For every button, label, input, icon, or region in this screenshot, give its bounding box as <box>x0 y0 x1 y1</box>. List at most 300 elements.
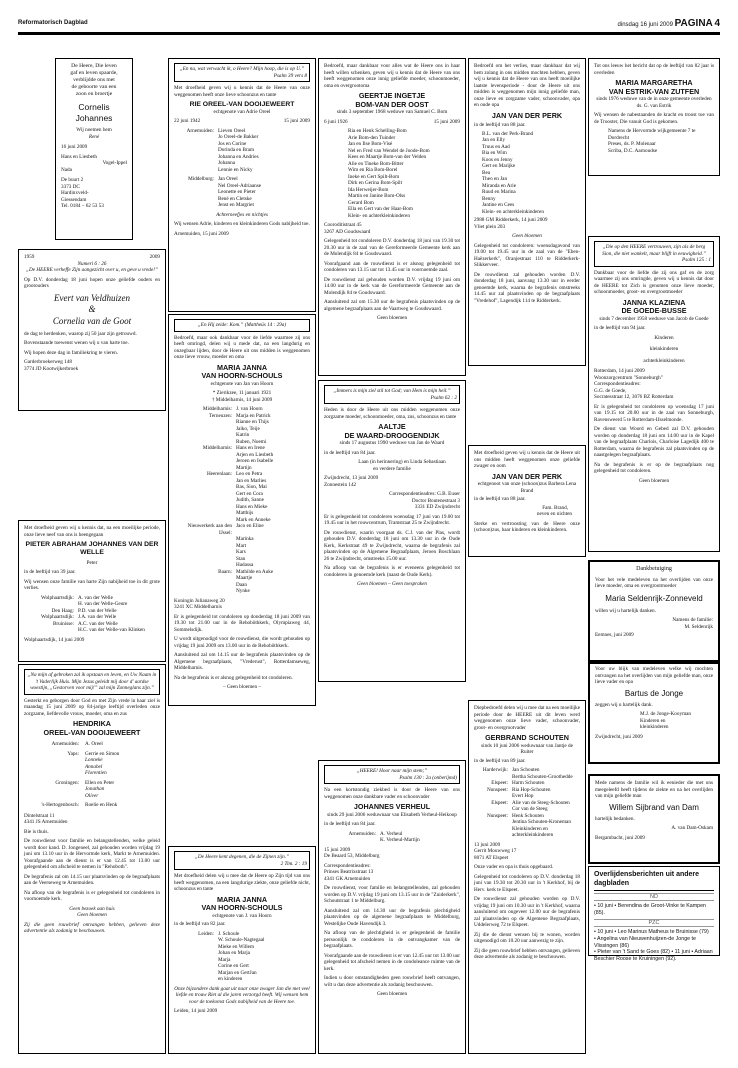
birth-date: 16 juni 2009 <box>61 144 88 151</box>
intro: Tot ons leeuw het bericht dat op de leeftijd van 82 jaar is overleden <box>594 63 714 76</box>
family-place: Baarn: <box>218 568 232 575</box>
death-notice-van-der-perk <box>468 58 586 366</box>
family: Arnemuiden: A. Verheul K. Verheul-Martijn <box>348 830 420 844</box>
subtitle: sinds 1976 weduwe van de in onze gemeente overleden ds. G. van Estrik <box>596 96 712 109</box>
address: Dintelstraat 11 4341 JS Arnemuiden <box>24 812 68 826</box>
family-member: Rianne en Thijs <box>236 419 269 426</box>
condolence-info: Gelegenheid tot condoleren: woensdagavond van 19.00 tot 19.45 uur in de zaal van de "Eben-Haëzerkerk", Oranjestraat 110 te Ridderkerk-Slikkerveer. <box>474 242 580 269</box>
address: Koningin Julianaweg 20 3241 XC Middelharnis <box>174 597 225 611</box>
family-member: Bertha Schouten-Groothedde <box>512 773 573 780</box>
family-list <box>174 406 310 595</box>
page-label: PAGINA <box>674 18 713 29</box>
family-member: Klein- en achterkleinkinderen <box>482 208 544 215</box>
body: Wij wensen Adrie, kinderen en kleinkinderen Gods nabijheid toe. <box>174 221 310 228</box>
family-member: Marjan en GertJan <box>218 969 257 976</box>
name-wife: Cornelia van de Goot <box>52 315 132 326</box>
family-member: Maartje <box>236 575 253 582</box>
text-1: de dag te herdenken, waarop zij 50 jaar zijn getrouwd. <box>24 330 137 337</box>
intro: Dankbaar voor de liefde die zij ons gaf en de zorg waarmee zij ons omringde, geven wij u kennis dat door de HEERE tot Zich is genomen onze lieve moeder, schoonmoeder, groot- en overgrootmoeder <box>594 269 714 295</box>
deceased-name-1: MARIA JANNA <box>216 362 268 372</box>
text-2: Bovenstaande toewenst wenen wij u van harte toe. <box>24 340 129 347</box>
age: in de leeftijd van 89 jaar. <box>474 757 526 764</box>
address: Gerrit Mouwweg 17 8071 AT Elspeet <box>474 848 517 861</box>
family-member: Ruben, Noemi <box>236 438 267 445</box>
condolence-info: Er is gelegenheid tot condoleren woensdag 17 juni van 19.00 tot 19.45 uur in het rouwcentrum, Tramstraat 25 te Zwijndrecht. <box>324 513 460 527</box>
home-note: Bie is thuis. <box>24 828 49 835</box>
service-info: De rouwdienst voor familie en belangstellenden, welke geleid wordt door kand. D. Jongeneel, zal gehouden worden vrijdag 19 juni om 13.10 uur in de Hervormde kerk, Markt te Arnemuiden. Voorafgaande aan de dienst is er van 12.45 tot 13.00 uur gelegenheid om afscheid te nemen in "Rehoboth". <box>24 838 160 871</box>
family-member: H. van der Welle-Geure <box>78 601 128 608</box>
family-row <box>474 832 580 839</box>
burial-info: Aansluitend zal om 14.15 uur de begrafenis plaatsvinden op de Algemene begraafplaats, "Vrederust", Rotterdamseweg, Middelharnis. <box>174 652 310 672</box>
subtitle: echtgenote van Jan van Hoorn <box>210 380 274 387</box>
family: Kinderen kleinkinderen achterkleinkinderen <box>643 334 685 364</box>
family-member: Dirk en Gerina Bom-Spilt <box>348 180 403 187</box>
intro: Met droefheid geven wij u kennis dat de Heere van onze weggenomen heeft onze lieve schoonzus en tante <box>174 85 310 98</box>
burial-info: Aansluitend zal om 14.30 uur de begrafenis plechtigheid plaatsvinden op de algemene begraafplaats te Middelburg, Westelijke Oude Havendijk 3. <box>324 907 460 927</box>
attendance-info: Zij die de dienst wensen bij te wonen, worden uitgenodigd om 10.20 uur aanwezig te zijn. <box>474 931 580 945</box>
no-flowers: – Geen bloemen – <box>223 684 261 691</box>
family-member: H.C. van der Welle-van Klinken <box>78 627 145 634</box>
family-place: Nunspeet: <box>486 812 508 819</box>
signature: M.J. de Jonge-Kooyman Kinderen en kleinkinderen <box>640 711 692 730</box>
section-nd: ND <box>594 893 714 902</box>
family-member: Marinka <box>236 536 254 543</box>
family-place: Elspeet: <box>491 780 508 787</box>
intro: Bedroefd, maar dankbaar voor alles wat de Heere ons in haar heeft willen schenken, geven wij u kennis dat de Heere van ons heeft weggenomen onze innig geliefde moeder, schoonmoeder, oma en overgrootoma <box>324 63 460 89</box>
intro: Met droefheid geven wij u kennis dat de Heere uit ons midden heeft weggenomen onze geliefde zwager en oom <box>474 450 580 469</box>
intro: Heden is door de Heere uit ons midden weggenomen onze zorgzame moeder, schoonmoeder, oma, zus, schoonzus en tante <box>324 407 460 420</box>
place-date: Eemnes, juni 2009 <box>595 632 634 638</box>
thanks: willen wij u hartelijk danken. <box>595 607 656 614</box>
family-member: J.A. van der Welle <box>78 614 117 621</box>
place-date: Bergambacht, juni 2009 <box>595 834 645 841</box>
service-info: De rouwdienst, waarin voorgaat ds. C.J. van der Plas, wordt gehouden D.V. donderdag 18 juni om 13.30 uur in de Oude Kerk, Kerkstraat 49 te Zwijndrecht, waarna de begrafenis zal plaatsvinden op de Algemene Begraafplaats, Jeroen Boschlaan 26 te Zwijndrecht, omstreeks 15.00 uur. <box>324 529 460 562</box>
place-date: Zwijndrecht, 13 juni 2009 <box>324 475 379 482</box>
condolence-info: Na afloop van de plechtigheid is er gelegenheid de familie persoonlijk te condoleren in de ontvangkamer van de begraafplaats. <box>324 930 460 950</box>
deceased-name: JOHANNES VERHEUL <box>353 802 431 811</box>
family-member: Alie van de Steeg-Schouten <box>512 799 570 806</box>
closing: Zij die geen rouwbrief hebben ontvangen, gelieven deze advertentie als zodanig te beschouwen. <box>474 947 580 961</box>
correspondence: Correspondentieadres: Prinses Beatrixstraat 13 4341 GK Arnemuiden <box>324 862 374 882</box>
notice-van-estrik <box>588 58 720 176</box>
no-flowers: Geen bloemen <box>512 233 542 240</box>
family-list <box>24 595 160 634</box>
family-member: Arjen en Liesbeth <box>236 451 274 458</box>
family-member: Katrin <box>236 432 250 439</box>
family-place: Harderwijk: <box>482 767 508 774</box>
family-member: Johan en Marja <box>218 950 250 957</box>
birth-announcement <box>55 58 133 240</box>
family-place: Wolphaartsdijk: <box>40 594 74 601</box>
family-more: en verdere familie <box>373 465 411 472</box>
correspondence: Correspondentieadres: G.G. de Goede, Socratesstraat 12, 3076 BZ Rotterdam <box>594 381 674 401</box>
deceased-name-2: OREEL-VAN DOOIJEWEERT <box>43 727 141 737</box>
family-place: Nunspeet: <box>486 786 508 793</box>
signature-1: Namens de familie: <box>672 617 713 623</box>
deceased-name-2: VAN HOORN-SCHOULS <box>201 903 283 913</box>
age: in de leeftijd van 94 jaar. <box>594 325 646 332</box>
place-date: Rotterdam, 14 juni 2009 <box>594 368 645 375</box>
family-member: Ria Hop-Schouten <box>512 786 551 793</box>
signature-2: M. Seldenrijk <box>684 623 713 630</box>
extended-family: Achterneefjes en nichtjes <box>216 211 268 218</box>
family-member: Lieven Oreel <box>218 127 246 134</box>
family-more: neven en nichten <box>536 511 572 518</box>
death-notice-rie-oreel <box>168 58 316 312</box>
overview-item: • Angelina van Nieuwenhuijzen-de Jonge te Vlissingen (86) <box>594 936 696 949</box>
signature: A. van Dam-Oskam <box>671 825 713 831</box>
thanks: zeggen wij u hartelijk dank. <box>595 701 653 708</box>
deceased-name-2: BOM-VAN DER OOST <box>355 99 429 109</box>
family-place: Wolphaartsdijk: <box>40 614 74 621</box>
header-rule <box>18 32 720 35</box>
death-date: 15 juni 2009 <box>283 118 310 125</box>
family-list <box>474 131 580 216</box>
family-place: Den Haag: <box>51 607 74 614</box>
thanks: hartelijk bedanken. <box>595 815 635 822</box>
age: in de leeftijd van 84 jaar. <box>324 449 376 456</box>
family-member: Matthijs <box>236 510 254 517</box>
deceased-name-1: MARIA MARGARETHA <box>615 78 693 87</box>
closing: Zij die geen rouwbrief ontvangen hebben, gelieven deze advertentie als zodanig te beschouwen. <box>24 921 160 935</box>
family-member: Mark en Anneke <box>236 516 271 523</box>
family-member: W. Schoule-Nagtegaal <box>218 937 265 944</box>
family-member: Hans en Mieke <box>236 503 268 510</box>
family-member: Stan <box>236 555 246 562</box>
family-member: Martin en Janine Bom-Olss <box>348 193 406 200</box>
family-member: Bia en Wim <box>482 150 507 157</box>
issue-date: dinsdag 16 juni 2009 <box>617 22 673 28</box>
intro: Voor uw blijk van medeleven welke wij mochten ontvangen na het overlijden van mijn geliefde man, onze lieve vader en opa <box>595 666 713 685</box>
service-info: De rouwdienst zal gehouden worden D.V. donderdag 18 juni, aanvang 13.30 uur in eerder genoemde kerk, waarna de begrafenis omstreeks 14.45 uur zal plaatsvinden op de begraafplaats "Vredehof", Lagendijk 114 te Ridderkerk. <box>474 271 580 304</box>
family-member: Mieke en Willem <box>218 943 254 950</box>
intro: Mede namens de familie wil ik eenieder die met ons meegeleefd heeft tijdens de ziekte en na het overlijden van mijn geliefde man <box>595 780 713 799</box>
overview-title: Overlijdensberichten uit andere dagbladen <box>594 871 714 891</box>
family-place: Bruinisse: <box>52 620 74 627</box>
address: Cooroditistraat 45 3267 AD Goudswaard <box>324 222 371 235</box>
family-member: Mart <box>236 542 247 549</box>
family-row <box>174 523 310 536</box>
family: Leiden: J. Schoule W. Schoule-Nagtegaal Mieke en Willem Johan en Marja Marja Corine en Gert Marjan en GertJan en kinderen <box>198 930 265 983</box>
family-member: Truus en Aad <box>482 143 510 150</box>
family-member: J. van Hoorn <box>236 406 263 413</box>
family-member: A. van der Welle <box>78 594 113 601</box>
condolence-info: Er is gelegenheid tot condoleren op donderdag 18 juni 2009 van 19.30 tot 21.00 uur in de Rehobôthkerk, Olympiaweg 44, Sommelsdijk. <box>174 613 310 633</box>
deceased-name: PIETER ABRAHAM JOHANNES VAN DER WELLE <box>25 541 159 556</box>
family-row <box>174 588 310 595</box>
deceased-name-1: MARIA JANNA <box>216 894 268 904</box>
family-place: Terneuzen: <box>209 412 232 419</box>
thanks-de-jonge <box>588 660 720 764</box>
family-place: Elspeet: <box>491 799 508 806</box>
death-notice-van-der-perk-family <box>468 445 586 557</box>
after-info: Na de begrafenis is er op de begraafplaats nog gelegenheid tot condoleren. <box>594 461 714 475</box>
closing: Sterke en vertroosting van de Heere onze (schoon)zus, haar kinderen en kleinkinderen. <box>474 520 580 534</box>
deceased-name: JAN VAN DER PERK <box>491 110 563 120</box>
family-member: Henk Schouten <box>512 812 544 819</box>
condolence-info: Gelegenheid tot condoleren op D.V. donderdag 18 juni van 19.30 tot 20.30 uur in 't Kerkhof, bij de Herv. kerk te Elspeet. <box>474 873 580 893</box>
deceased-name-1: GEERTJE INGETJE <box>358 91 426 100</box>
age: in de leeftijd van 39 jaar. <box>24 569 76 576</box>
family-member: Benny <box>482 195 496 202</box>
ampersand: & <box>88 304 96 315</box>
deceased-name: Maria Seldenrijk-Zonneveld <box>605 593 703 603</box>
thanks-seldenrijk <box>588 560 720 664</box>
deceased-name: RIE OREEL-VAN DOOIJEWEERT <box>189 101 295 108</box>
family-member: Hans en Irene <box>236 445 265 452</box>
family-member: Nel en Fred van Wendel de Joode-Bom <box>348 147 430 154</box>
deceased-name-1: AALTJE <box>378 422 406 431</box>
date: 13 juni 2009 <box>474 841 501 848</box>
page-header <box>18 20 720 29</box>
deceased-name-2: VAN HOORN-SCHOULS <box>201 371 283 381</box>
deceased-name-2: DE WAARD-DROOGENDIJK <box>344 430 440 440</box>
anniversary-announcement <box>18 249 166 411</box>
family-member: Nel Oreel-Adriaanse <box>218 182 262 189</box>
no-flowers: Geen bloemen <box>638 477 670 484</box>
age: in de leeftijd van 88 jaar. <box>474 122 526 129</box>
subtitle: sinds 10 juni 2006 weduwnaar van Jantje de Ruiter <box>481 742 573 756</box>
family-place: Middelharnis: <box>202 406 232 413</box>
deceased-name: GERBRAND SCHOUTEN <box>485 733 569 742</box>
verse-box: „Die op den HEERE vertrouwen, zijn als de berg Sion, die niet wankelt, maar blijft in eeuwigheid.” Psalm 125 : 1 <box>594 241 714 267</box>
death-notice-de-waard <box>318 380 466 682</box>
place-date: Arnemuiden, 15 juni 2009 <box>174 230 229 237</box>
no-visits: Geen bezoek aan huis <box>69 905 115 912</box>
family-member: Jenst en Margriet <box>218 202 254 209</box>
condolence-info: Na afloop van de begrafenis is er gelegenheid tot condoleren in voornoemde kerk. <box>24 889 160 903</box>
family-member: Ineke en Gert Spilt-Bom <box>348 173 400 180</box>
place-date: Leiden, 14 juni 2009 <box>174 1008 218 1015</box>
family-member: Jan en Elly <box>482 137 506 144</box>
family-arnemuiden: Arnemuiden: Lieven Oreel Jo Oreel-de Bakker Jos en Corine Dorinda en Bram Johanna en Andries Johanna Lennie en Nicky <box>186 127 259 173</box>
subtitle: sinds 3 september 1968 weduwe van Samuel C. Bom <box>336 109 448 116</box>
name-husband: Evert van Veldhuizen <box>54 292 130 303</box>
intro: Bedroefd, maar ook dankbaar voor de liefde waarmee zij ons heeft omringd, delen wij u mede dat, na een langdurig en onzegbaar lijden, door de Heere uit ons midden is weggenomen onze lieve vrouw, moeder en oma <box>174 334 310 360</box>
family-member: en kinderen <box>218 976 243 983</box>
address: Garderbroekerweg 148 3774 JD Kootwijkerbroek <box>24 359 79 372</box>
verse-ref: Numeri 6 : 26 <box>77 260 107 267</box>
family-member: Miranda en Arie <box>482 182 516 189</box>
condolence-info: Gelegenheid tot condoleren D.V. donderdag 18 juni van 19.30 tot 20.30 uur in de zaal van de Gereformeerde Gemeente kerk aan de Molendijk 84 te Goudswaard. <box>324 238 460 258</box>
service-info: De rouwdienst, voor familie en belangstellenden, zal gehouden worden op D.V. vrijdag 19 juni om 13.15 uur in de "Zuiderkerk", Schoutstraat 1 te Middelburg. <box>324 885 460 905</box>
verse: „De HEERE verheffe Zijn aangezicht over u, en geve u vrede!” <box>26 267 158 273</box>
family-member: Jan en Marlies <box>236 477 267 484</box>
service-info: De rouwdienst zal gehouden worden op D.V. vrijdag 19 juni om 10.30 uur in 't Kerkhof, waarna aansluitend om ongeveer 12.00 uur de begrafenis zal plaatsvinden op de Algemene Begraafplaats, Uddelerweg 72 te Elspeet. <box>474 896 580 929</box>
family-member: Leo en Petra <box>236 471 263 478</box>
deceased-name-2: VAN ESTRIK-VAN ZUTFEN <box>608 86 700 96</box>
birth-date: 22 juni 1942 <box>174 118 201 125</box>
subtitle: echtgenote van Adrie Oreel <box>213 108 271 115</box>
overview-item: • 10 juni • Berendina de Groot-Vinke te Kampen (85). <box>594 903 706 916</box>
birth: * Zierikzee, 11 januari 1921 <box>212 390 272 397</box>
death-notice-oreel <box>18 664 166 1054</box>
family-member: A.C. van der Welle <box>78 620 118 627</box>
intro: Na een kortstondig ziekbed is door de Heere van ons weggenomen onze dankbare vader en schoonvader <box>324 787 460 800</box>
subtitle: sinds 17 augustus 1990 weduwe van Jan de Waard <box>339 440 445 447</box>
family-member: Cor van de Steeg <box>512 806 548 813</box>
family: Fam. Brand, <box>542 504 568 511</box>
section-pzc: PZC <box>594 919 714 928</box>
family-member: Kars <box>236 549 246 556</box>
family: Laan (in herinnering) en Linda Sebastiaan <box>358 459 446 466</box>
family-list <box>474 767 580 839</box>
correspondence: Correspondentieadres: G.B. Euser Doctor Boutenestraat 3 3331 ED Zwijndrecht <box>389 491 460 511</box>
family-member: Ria en Henk Schelling-Bom <box>348 128 407 135</box>
family-member: Lennie en Nicky <box>218 166 253 173</box>
age: in de leeftijd van 88 jaar. <box>474 496 526 503</box>
family-member: Theo en Jan <box>482 176 508 183</box>
family-member: Bené en Cletske <box>218 195 252 202</box>
family-member: Jos en Corine <box>218 140 247 147</box>
text-3: Wij hopen deze dag in familiekring te vieren. <box>24 349 118 356</box>
family-member: Gert en Cora <box>236 490 263 497</box>
family-member: J. Schoule <box>218 930 240 937</box>
family-member: Jeroen en Isabelle <box>236 458 274 465</box>
death-notice-van-hoorn-family <box>168 846 316 1054</box>
home-note: Onze vader en opa is thuis opgebaard. <box>474 864 554 871</box>
nickname-intro: Wij noemen hem <box>76 127 112 134</box>
family-member: Jan Schouten <box>512 767 540 774</box>
death-notice-de-goede <box>588 236 720 552</box>
deceased-name: Bartus de Jonge <box>624 688 684 698</box>
deceased-name: JAN VAN DER PERK <box>491 471 563 481</box>
service-info: U wordt uitgenodigd voor de rouwdienst, die wordt gehouden op vrijdag 19 juni 2009 om 13.00 uur in de Rehobôthkerk. <box>174 636 310 649</box>
deceased-name-2: DE GOEDE-BUSSE <box>621 306 687 316</box>
family-place <box>174 588 232 595</box>
burial-info: Aansluitend zal om 15.30 uur de begrafenis plaatsvinden op de algemene begraafplaats aan de Vaartweg te Goudswaard. <box>324 299 460 312</box>
after-info: Na afloop van de begrafenis is er eveneens gelegenheid tot condoleren in genoemde kerk (naast de Oude Kerk). <box>324 565 460 578</box>
family-place <box>24 627 74 634</box>
family: Arnemuiden: A. Oreel Yaps: Gerrie en Simon Lonneke Annabel Florentien Groningen: Ellen en Peter Jonathan Oliver 's-Hertogenbosch: Roelie en Henk <box>41 741 120 809</box>
family-member: P.D. van der Welle <box>78 607 117 614</box>
family-list <box>324 128 460 219</box>
service-info: De rouwdienst zal gehouden worden D.V. vrijdag 19 juni om 14.00 uur in de kerk van de Gereformeerde Gemeente aan de Molendijk 84 te Goudswaard. <box>324 276 460 296</box>
condolence-info: Er is gelegenheid tot condoleren op woensdag 17 juni van 19.15 tot 20.00 uur in de zaal van Sonneburgh, Ravensweerd 5 te Rotterdam-IJsselmonde. <box>594 403 714 423</box>
family-member: Alie en Tineke Bom-Bitter <box>348 160 404 167</box>
address: Zonnestein 142 <box>324 481 357 488</box>
family-member: Klein- en achterkleinkinderen <box>348 212 410 219</box>
closing: Indien u door omstandigheden geen rouwbrief heeft ontvangen, wilt u dan deze advertentie als zodanig beschouwen. <box>324 975 460 988</box>
family-member: Gert en Marijke <box>482 163 516 170</box>
family-member: Jaiko, Teije <box>236 425 260 432</box>
family-member: Dorinda en Bram <box>218 147 255 154</box>
birth-date: 6 juni 1926 <box>324 118 348 125</box>
subtitle: sinds 29 juni 2006 weduwnaar van Elisabeth Verheul-Heikoop <box>327 811 457 818</box>
burial-info: De begrafenis zal om 14.15 uur plaatsvinden op de begraafplaats aan de Veerseweg te Arnemuiden. <box>24 873 160 887</box>
place: De Beaard 53, Middelburg <box>324 853 380 860</box>
family-member: B.L. van der Perk-Brand <box>482 130 534 137</box>
age: in de leeftijd van 82 jaar. <box>174 921 226 928</box>
intro: Met droefheid geven wij u kennis dat, na een moeilijke periode, onze lieve neef van ons is heengegaan <box>24 525 160 538</box>
farewell-info: Voorafgaande aan de rouwdienst is er van 12.45 uur tot 13.00 uur gelegenheid tot afscheid nemen in de condoleance ruimte van de kerk. <box>324 952 460 972</box>
death-notice-verheul <box>318 760 466 1054</box>
family-member: Jaco en Eline <box>236 523 264 530</box>
newspaper-name: Reformatorisch Dagblad <box>18 20 88 26</box>
address: 2988 GM Ridderkerk, 14 juni 2009 Vliet plein 203 <box>474 217 548 230</box>
family-member: Johanna <box>218 160 235 167</box>
family-member: Leonette en Pieter <box>218 189 256 196</box>
after-info: Na de begrafenis is er alsnog gelegenheid tot condoleren. <box>174 674 293 681</box>
intro: Bedroefd om het verlies, maar dankbaar dat wij hem zolang in ons midden mochten hebben, geven wij u kennis dat de Heere van ons heeft moeilijke laatste levensperiode - door de Heere uit ons midden is weggenomen mijn innig geliefde man, onze lieve en zorgzame vader, schoonvader, opa en oude opa <box>474 63 580 108</box>
family-member: Marja en Patrick <box>236 412 271 419</box>
verse-box: „En nu, wat verwacht ik, o Heere? Mijn hoop, die is op U.” Psalm 39 vers 8 <box>174 63 310 82</box>
family-member: Evert Hop <box>512 793 534 800</box>
body: Wij wensen onze familie van harte Zijn nabijheid toe in dit grote verlies. <box>24 578 160 592</box>
family-member: Harm Schouten <box>512 780 545 787</box>
age: in de leeftijd van 84 jaar. <box>324 821 376 828</box>
death-notice-van-hoorn <box>168 314 316 706</box>
family-member: Ruud en Marina <box>482 189 516 196</box>
verse-box: „HEERE! Hoor naar mijn stem;” Psalm 130 : 2a (onberijmd) <box>324 765 460 784</box>
baby-name: Cornelis Johannes <box>75 101 113 123</box>
intro: Voor het vele medeleven na het overlijden van onze lieve moeder, oma en overgrootmoeder <box>595 576 713 589</box>
family-middelburg: Middelburg: Jan Oreel Nel Oreel-Adriaanse Leonette en Pieter Bené en Cletske Jenst en Margriet <box>188 176 262 209</box>
service-info: De dienst van Woord en Gebed zal D.V. gehouden worden op donderdag 18 juni om 14.00 uur in de Kapel van de begraafplaats Charlois, Charloise Lagedijk 400 te Rotterdam, waarna de begrafenis zal plaatsvinden op de naastgelegen begraafplaats. <box>594 426 714 459</box>
place-date: Zwijndrecht, juni 2009 <box>595 733 643 740</box>
family-member: Nynke <box>236 588 250 595</box>
family-member: Kees en Maartje Bom-van der Velden <box>348 154 427 161</box>
family-member: Jantine en Cees <box>482 202 515 209</box>
deceased-name-1: JANNA KLAZIENA <box>622 297 686 307</box>
family-member: Jo Oreel-de Bakker <box>218 134 259 141</box>
intro: Diepbedroefd delen wij u mee dat na een moeilijke periode door de HEERE uit dit leven werd weggenomen onze lieve vader, schoonvader, groot- en overgrootvader <box>474 705 581 731</box>
body: Wij wensen de nabestaanden de kracht en troost toe van de Trooster, Die vanuit God is gekomen. <box>594 112 714 125</box>
pre-service-info: Voorafgaand aan de rouwdienst is er alsnog gelegenheid tot condoleren van 13.15 uur tot 13.45 uur in voornoemde zaal. <box>324 260 460 274</box>
family-member: Johanna en Andries <box>218 153 259 160</box>
title: Dankbetuiging <box>636 566 672 572</box>
overview-item: • Pieter van 't Sand te Goes (82) • 11 juni • Adriaan Beschier Roose te Kruiningen (92). <box>594 949 713 962</box>
family-member: achterkleinkinderen <box>512 832 554 839</box>
date: 15 juni 2009 <box>324 846 351 853</box>
nickname: René <box>88 133 100 140</box>
family-member: Bea <box>482 169 491 176</box>
intro: Met droefheid delen wij u mee dat de Heere op Zijn tijd van ons heeft weggenomen, na een langdurige ziekte, onze geliefde nicht, schoonzus en tante <box>174 873 310 892</box>
family-member: Marja <box>218 956 231 963</box>
year-from: 1959 <box>24 254 35 260</box>
deceased-name: Willem Sijbrand van Dam <box>609 802 699 812</box>
death: † Middelharnis, 14 juni 2009 <box>211 396 273 403</box>
family-member: Martijn <box>236 464 252 471</box>
family-member: Corine en Gert <box>218 963 249 970</box>
closing: Geen bloemen – Geen toespraken <box>356 581 427 588</box>
date-and-page <box>618 18 720 31</box>
verse-box: „Immers is mijn ziel stil tot God; van Hem is mijn heil.” Psalm 62 : 2 <box>324 385 460 404</box>
verse: „Na mijn af gebroken zal ik opstaan en leven, en Uw Naam in 't Vaderlijk Huis. Mijn Jezus geleidt mij door d' aardse woestijn, „Gestorven voor mij!” zal mijn Zonneglans zijn.” <box>24 669 160 695</box>
signature: Namens de Hervormde wijkgemeente 7 te Dordrecht Preses, ds. P. Molenaar Scriba, D.C. Aarnoudse <box>608 128 696 154</box>
page-number: 4 <box>714 18 720 29</box>
family-member: Jan Oreel <box>218 176 238 183</box>
family-member: Jentina Schouten-Kroneman <box>512 819 571 826</box>
intro: Gesterkt en geborgen door God en met Zijn vrede in haar ziel is maandag 15 juni 2009 op 84-jarige leeftijd overleden onze zorgzame, liefdevolle vrouw, moeder, oma en zus <box>24 697 160 717</box>
family-member: Hadassa <box>236 562 254 569</box>
subtitle: echtgenoot van onze (schoon)zus Barbera Lena Brand <box>477 481 577 494</box>
family-member: Daan <box>236 581 247 588</box>
family-member: Judith, Sanne <box>236 497 264 504</box>
family-place: Middelharnis: <box>202 445 232 452</box>
family-member: Kleinkinderen en <box>512 825 548 832</box>
year-to: 2009 <box>149 254 160 260</box>
family-place: Heerenlaan: <box>206 471 232 478</box>
no-flowers: Geen bloemen <box>77 912 107 919</box>
obituaries-other-papers <box>588 866 720 962</box>
birth-text: De Heere, Die leven gaf en leven spaarde, verblijdde ons met de geboorte van een zoon en broertje <box>70 63 118 97</box>
nickname: Peter <box>86 559 98 566</box>
verse-box: „De Heere kent degenen, die de Zijnen zijn.” 2 Tim. 2 : 19 <box>174 851 310 870</box>
thanks: Onze bijzondere dank gaat uit naar onze zwager Jan die met veel liefde en trouw Riet al die jaren verzorgd heeft. Wij wensen hem voor de toekomst Gods nabijheid van de Heere toe. <box>174 985 310 1005</box>
thanks-van-dam <box>588 774 720 864</box>
family-member: Wim en Ria Bom-Borel <box>348 167 398 174</box>
